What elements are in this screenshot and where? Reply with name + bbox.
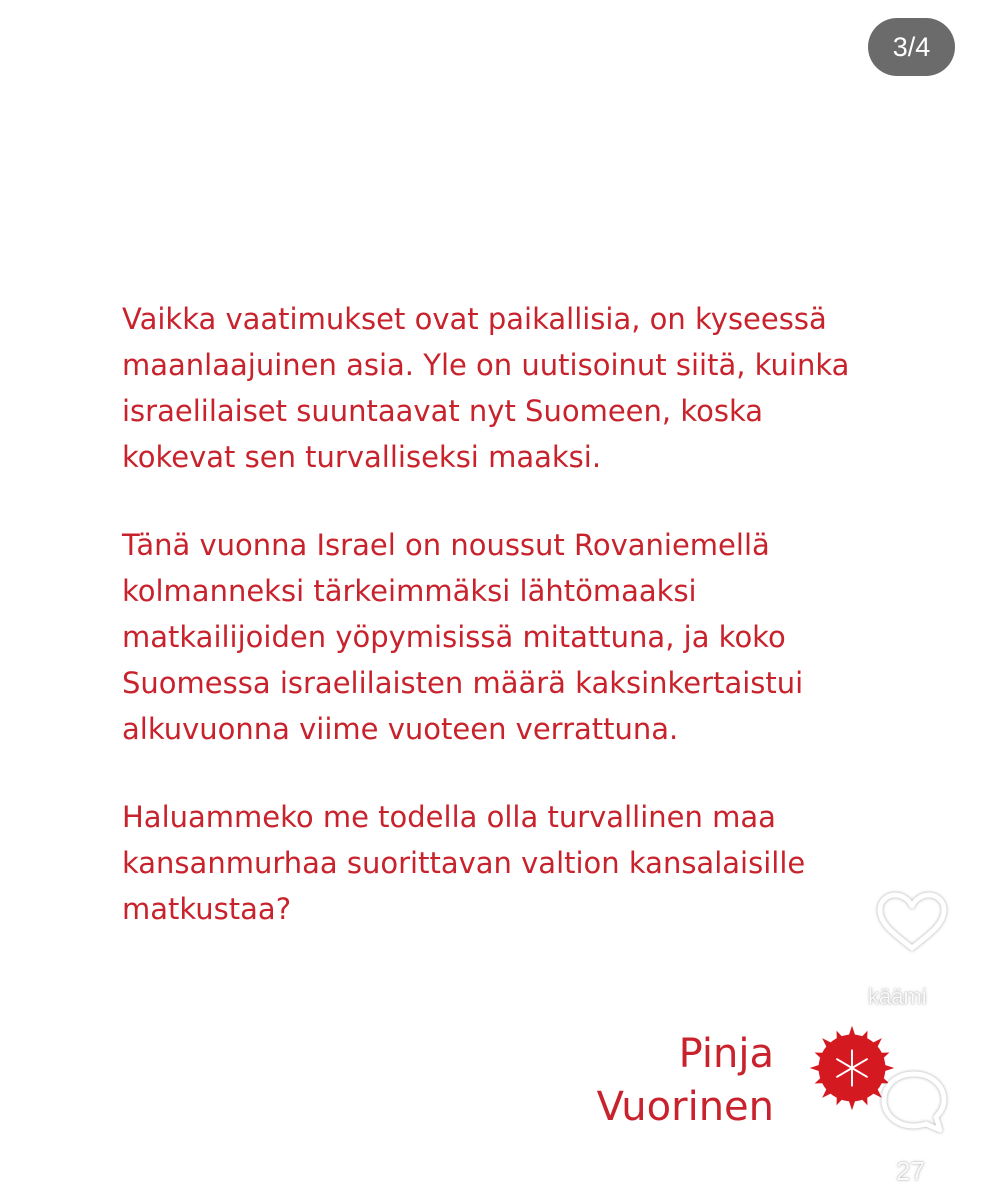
author-first-name: Pinja [678, 1031, 774, 1077]
author-signature [560, 1028, 774, 1134]
paragraph-2: Tänä vuonna Israel on noussut Rovaniemellä kolmanneksi tärkeimmäksi lähtömaaksi matkailijoiden yöpymisissä mitattuna, ja koko Suomessa israelilaisten määrä kaksinkertaistui alkuvuonna viime vuoteen verrattuna. [122, 528, 804, 746]
article-text [122, 296, 902, 974]
paragraph-3: Haluammeko me todella olla turvallinen maa kansanmurhaa suorittavan valtion kansalaisille matkustaa? [122, 800, 806, 926]
author-last-name: Vuorinen [596, 1084, 774, 1130]
like-button[interactable] [874, 890, 950, 954]
heart-icon [874, 890, 950, 954]
like-label: käämi [868, 984, 927, 1009]
comment-button[interactable] [878, 1068, 950, 1136]
paragraph-1: Vaikka vaatimukset ovat paikallisia, on kyseessä maanlaajuinen asia. Yle on uutisoinut siitä, kuinka israelilaiset suuntaavat nyt Suomeen, koska kokevat sen turvalliseksi maaksi. [122, 302, 850, 474]
comment-count: 27 [896, 1156, 925, 1186]
comment-bubble-icon [878, 1068, 950, 1136]
page-counter: 3/4 [868, 18, 955, 76]
